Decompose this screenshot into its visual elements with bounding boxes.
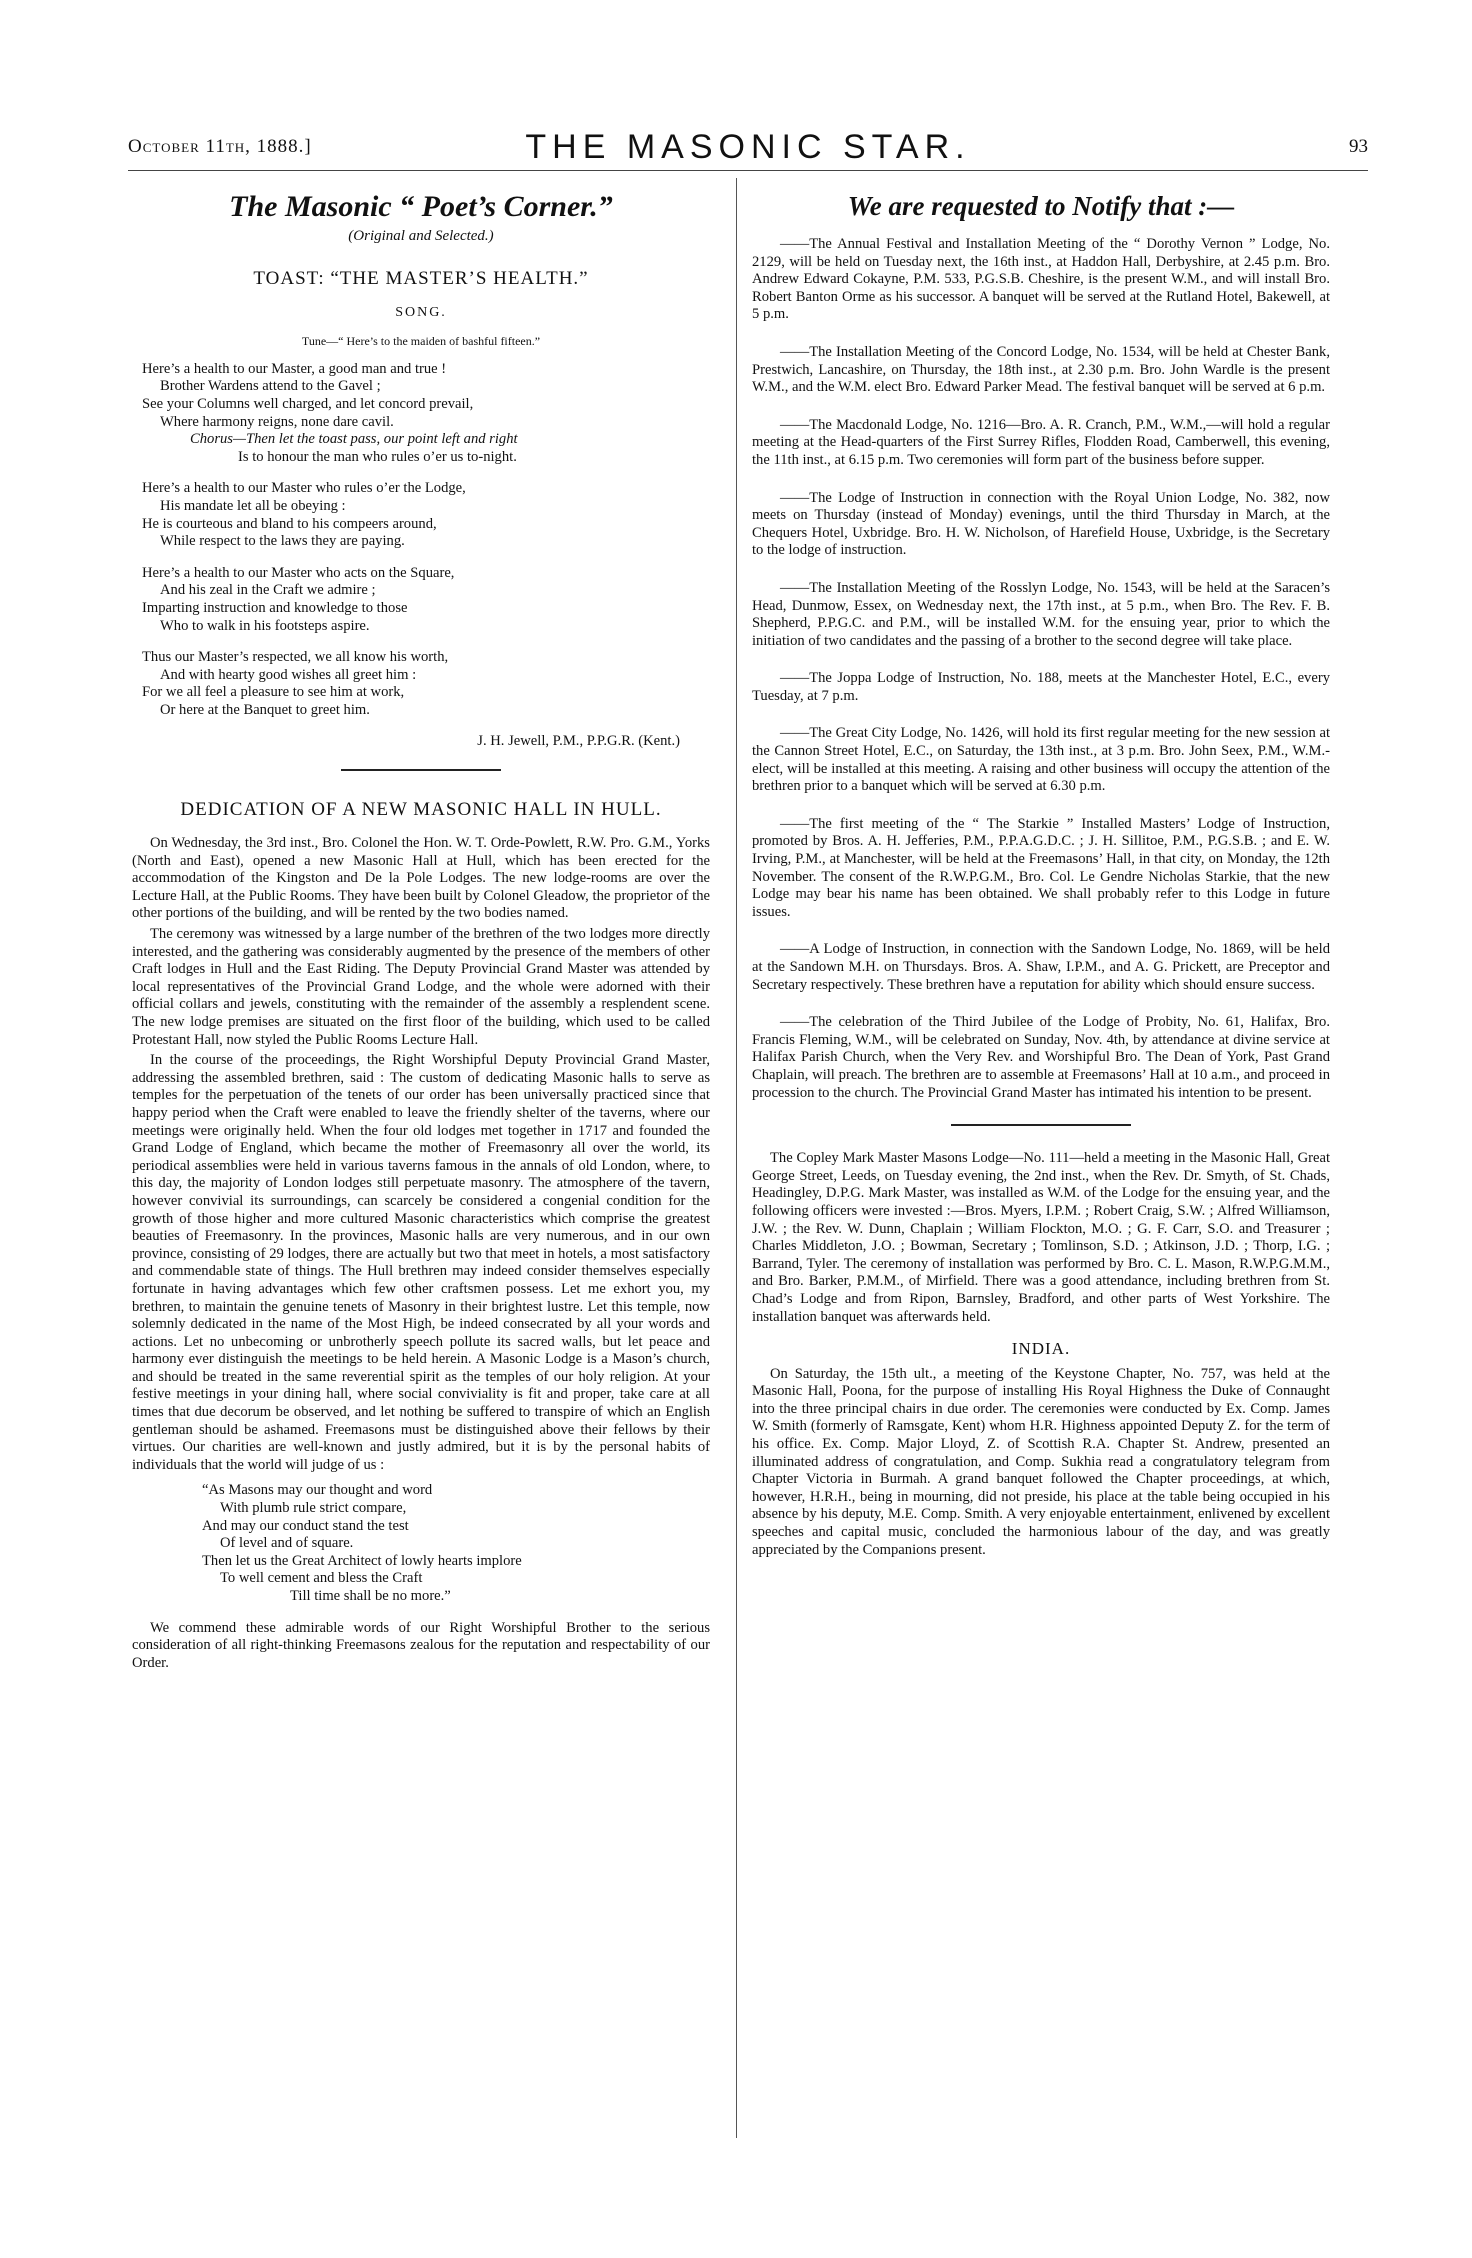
notice-item bbox=[752, 816, 1330, 922]
notice-item bbox=[752, 344, 1330, 397]
notice-item bbox=[752, 236, 1330, 324]
notice-text: ——The Great City Lodge, No. 1426, will hold its first regular meeting for the new session at the Cannon Street Hotel, E.C., on Saturday, the 13th inst., at 3 p.m. Bro. John Seex, P.M., W.M.-elect, will be installed at this meeting. A raising and other business will occupy the attention of the brethren prior to a banquet which will be served at 6.30 p.m. bbox=[752, 725, 1330, 795]
song-stanza bbox=[142, 565, 710, 635]
verse-line: And may our conduct stand the test bbox=[202, 1517, 409, 1534]
chorus-line: Chorus—Then let the toast pass, our point left and right bbox=[190, 431, 518, 448]
verse-line: Here’s a health to our Master who acts on the Square, bbox=[142, 564, 455, 581]
notice-item bbox=[752, 670, 1330, 705]
verse-line: Then let us the Great Architect of lowly hearts implore bbox=[202, 1552, 522, 1569]
verse-line: Imparting instruction and knowledge to those bbox=[142, 599, 408, 616]
notice-item bbox=[752, 1014, 1330, 1102]
notice-text: ——A Lodge of Instruction, in connection with the Sandown Lodge, No. 1869, will be held at the Sandown M.H. on Thursdays. Bros. A. Shaw, I.P.M., and A. G. Prickett, are Preceptor and Secretary respectively. These brethren have a reputation for ability which should ensure success. bbox=[752, 941, 1330, 993]
poem-signature: J. H. Jewell, P.M., P.P.G.R. (Kent.) bbox=[477, 733, 680, 750]
verse-line: Or here at the Banquet to greet him. bbox=[160, 701, 370, 718]
notices-heading: We are requested to Notify that :— bbox=[847, 191, 1235, 221]
verse-line: He is courteous and bland to his compeers around, bbox=[142, 515, 437, 532]
notice-item bbox=[752, 580, 1330, 650]
dedication-heading: DEDICATION OF A NEW MASONIC HALL IN HULL. bbox=[180, 799, 662, 821]
chorus-line: Is to honour the man who rules o’er us to-night. bbox=[238, 448, 517, 465]
notice-text: ——The Annual Festival and Installation Meeting of the “ Dorothy Vernon ” Lodge, No. 2129, will be held on Tuesday next, the 16th inst., at Haddon Hall, Derbyshire, at 2.45 p.m. Bro. Andrew Edward Cokayne, P.M. 533, P.G.S.B. Cheshire, is the present W.M., and will install Bro. Robert Banton Orme as his successor. A banquet will be served at the Rutland Hotel, Bakewell, at 5 p.m. bbox=[752, 236, 1330, 323]
notice-text: ——The Joppa Lodge of Instruction, No. 188, meets at the Manchester Hotel, E.C., every Tuesday, at 7 p.m. bbox=[752, 670, 1330, 704]
publication-title: THE MASONIC STAR. bbox=[525, 128, 971, 166]
verse-line: While respect to the laws they are paying. bbox=[160, 533, 405, 550]
article-paragraph: On Wednesday, the 3rd inst., Bro. Colonel the Hon. W. T. Orde-Powlett, R.W. Pro. G.M., Yorks (North and East), opened a new Masonic Hall at Hull, which has been erected for the accommodation of the Kingston and De la Pole Lodges. The new lodge-rooms are over the Lecture Hall, at the Public Rooms. They have been built by Colonel Gleadow, the proprietor of the other portions of the building, and will be rented by the two bodies named. bbox=[132, 835, 710, 922]
copley-lodge-report: The Copley Mark Master Masons Lodge—No. 111—held a meeting in the Masonic Hall, Great George Street, Leeds, on Tuesday evening, the 2nd inst., when the Rev. Dr. Smyth, of St. Chads, Headingley, D.P.G. Mark Master, was installed as W.M. of the Lodge for the ensuing year, and the following officers were invested :—Bros. Myers, I.P.M. ; Robert Craig, S.W. ; Alfred Williamson, J.W. ; the Rev. W. Dunn, Chaplain ; William Flockton, M.O. ; G. F. Carr, S.O. and Treasurer ; Charles Middleton, J.O. ; Bowman, Secretary ; Tomlinson, S.D. ; Atkinson, J.D. ; Thorp, I.G. ; Barrand, Tyler. The ceremony of installation was performed by Bro. C. L. Mason, R.W.P.G.M.M., and Bro. Barker, P.M.M., of Mirfield. There was a good attendance, including brethren from St. Chad’s Lodge and from Ripon, Barnsley, Bradford, and other parts of West Yorkshire. The installation banquet was afterwards held. bbox=[752, 1150, 1330, 1325]
notice-text: ——The first meeting of the “ The Starkie ” Installed Masters’ Lodge of Instruction, promoted by Bros. A. H. Jefferies, P.M., P.P.A.G.D.C. ; J. H. Sillitoe, P.M., P.G.S.B. ; and E. W. Irving, P.M., at Manchester, will be held at the Freemasons’ Hall, in that city, on Monday, the 12th November. The consent of the R.W.P.G.M., Bro. Col. Le Gendre Nicholas Starkie, that the new Lodge may bear his name has been obtained. We shall probably refer to this Lodge in future issues. bbox=[752, 815, 1330, 920]
notice-item bbox=[752, 490, 1330, 560]
verse-line: Here’s a health to our Master who rules o’er the Lodge, bbox=[142, 480, 466, 497]
page-number: 93 bbox=[1349, 136, 1368, 157]
notice-item bbox=[752, 941, 1330, 994]
article-paragraph: We commend these admirable words of our Right Worshipful Brother to the serious consideration of all right-thinking Freemasons zealous for the reputation and respectability of our Order. bbox=[132, 1619, 710, 1671]
section-rule bbox=[341, 769, 501, 771]
section-rule bbox=[951, 1124, 1131, 1126]
song-stanza bbox=[142, 480, 710, 550]
quoted-verse bbox=[202, 1482, 710, 1605]
notice-item bbox=[752, 725, 1330, 795]
masthead bbox=[128, 128, 1368, 164]
verse-line: For we all feel a pleasure to see him at work, bbox=[142, 684, 405, 701]
india-report: On Saturday, the 15th ult., a meeting of the Keystone Chapter, No. 757, was held at the Masonic Hall, Poona, for the purpose of installing His Royal Highness the Duke of Connaught into the three principal chairs in due order. The ceremonies were conducted by Ex. Comp. James W. Smith (formerly of Ramsgate, Kent) whom H.R. Highness appointed Deputy Z. for the term of his office. Ex. Comp. Major Lloyd, Z. of Scottish R.A. Chapter St. Andrew, presented an illuminated address of congratulation, and Comp. Sukhia read a congratulatory telegram from Chapter Victoria in Burmah. A grand banquet followed the Chapter proceedings, at which, however, H.R.H., being in mourning, did not preside, his place at the table being occupied in his absence by his deputy, M.E. Comp. Smith. A very enjoyable entertainment, enlivened by excellent speeches and capital music, concluded the harmonious labour of the day, and was greatly appreciated by the Companions present. bbox=[752, 1365, 1330, 1558]
song-stanza bbox=[142, 649, 710, 719]
verse-line: Brother Wardens attend to the Gavel ; bbox=[160, 378, 381, 395]
verse-line: With plumb rule strict compare, bbox=[220, 1500, 407, 1517]
verse-line: “As Masons may our thought and word bbox=[202, 1482, 433, 1499]
verse-line: Till time shall be no more.” bbox=[290, 1588, 451, 1604]
poets-corner-title: The Masonic “ Poet’s Corner.” bbox=[229, 190, 613, 223]
song-label: SONG. bbox=[395, 304, 447, 320]
notice-text: ——The Lodge of Instruction in connection with the Royal Union Lodge, No. 382, now meets on Thursday (instead of Monday) evenings, until the third Thursday in March, at the Chequers Hotel, Uxbridge. Bro. H. W. Nicholson, of Harefield House, Uxbridge, is the Secretary to the lodge of instruction. bbox=[752, 489, 1330, 559]
poets-corner-subtitle: (Original and Selected.) bbox=[348, 228, 494, 244]
notice-text: ——The Macdonald Lodge, No. 1216—Bro. A. R. Cranch, P.M., W.M.,—will hold a regular meeting at the Head-quarters of the First Surrey Rifles, Flodden Road, Camberwell, this evening, the 11th inst., at 6.15 p.m. Two ceremonies will form part of the business before supper. bbox=[752, 416, 1330, 468]
column-divider bbox=[736, 178, 737, 2138]
tune-line: Tune—“ Here’s to the maiden of bashful fifteen.” bbox=[301, 334, 541, 349]
song-stanza bbox=[142, 361, 710, 467]
verse-line: Here’s a health to our Master, a good man and true ! bbox=[142, 360, 447, 377]
toast-heading: TOAST: “THE MASTER’S HEALTH.” bbox=[253, 267, 589, 289]
verse-line: Who to walk in his footsteps aspire. bbox=[160, 617, 370, 634]
verse-line: And his zeal in the Craft we admire ; bbox=[160, 582, 376, 599]
verse-line: And with hearty good wishes all greet him : bbox=[160, 666, 417, 683]
article-paragraph: The ceremony was witnessed by a large number of the brethren of the two lodges more directly interested, and the gathering was considerably augmented by the presence of the members of other Craft lodges in Hull and the East Riding. The Deputy Provincial Grand Master was attended by local representatives of the Provincial Grand Lodge, and the whole were adorned with their official collars and jewels, constituting with the remainder of the assembly a resplendent scene. The new lodge premises are situated on the first floor of the building, which used to be called Protestant Hall, now styled the Public Rooms Lecture Hall. bbox=[132, 926, 710, 1048]
right-column bbox=[752, 186, 1330, 1562]
verse-line: See your Columns well charged, and let concord prevail, bbox=[142, 395, 474, 412]
verse-line: Thus our Master’s respected, we all know his worth, bbox=[142, 649, 449, 666]
notice-text: ——The celebration of the Third Jubilee of the Lodge of Probity, No. 61, Halifax, Bro. Francis Fleming, W.M., will be celebrated on Sunday, Nov. 4th, by attendance at divine service at Halifax Parish Church, when the Very Rev. and Worshipful Bro. The Dean of York, Past Grand Chaplain, will preach. The brethren are to assemble at Freemasons’ Hall at 10 a.m., and proceed in procession to the church. The Provincial Grand Master has intimated his intention to be present. bbox=[752, 1014, 1330, 1101]
left-column bbox=[132, 186, 710, 1675]
verse-line: His mandate let all be obeying : bbox=[160, 497, 346, 514]
notice-text: ——The Installation Meeting of the Concord Lodge, No. 1534, will be held at Chester Bank, Prestwich, Lancashire, on Thursday, the 18th inst., at 2.30 p.m. Bro. John Wardle is the present W.M., and the W.M. elect Bro. Edward Parker Mead. The festival banquet will be served at 6 p.m. bbox=[752, 343, 1330, 396]
masthead-rule bbox=[128, 170, 1368, 171]
verse-line: Of level and of square. bbox=[220, 1535, 354, 1552]
verse-line: To well cement and bless the Craft bbox=[220, 1570, 423, 1587]
verse-line: Where harmony reigns, none dare cavil. bbox=[160, 413, 394, 430]
notice-item bbox=[752, 417, 1330, 470]
issue-date: October 11th, 1888.] bbox=[128, 136, 312, 157]
notice-text: ——The Installation Meeting of the Rosslyn Lodge, No. 1543, will be held at the Saracen’s Head, Dunmow, Essex, on Wednesday next, the 17th inst., at 5 p.m., when Bro. The Rev. F. B. Shepherd, P.P.G.C. and P.M., will be installed W.M. for the ensuing year, prior to which the initiation of two candidates and the passing of a brother to the second degree will take place. bbox=[752, 579, 1330, 649]
article-paragraph: In the course of the proceedings, the Right Worshipful Deputy Provincial Grand Master, addressing the assembled brethren, said : The custom of dedicating Masonic halls to serve as temples for the perpetuation of the tenets of our order has been universally practiced since that happy period when the Craft were enabled to leave the friendly shelter of the taverns, where our meetings were originally held. When the four old lodges met together in 1717 and founded the Grand Lodge of England, which became the mother of Freemasonry all over the world, its periodical assemblies were held in various taverns famous in the annals of old London, where, to this day, the majority of London lodges still perpetuate masonry. The atmosphere of the tavern, however convivial its surroundings, can scarcely be considered a congenial condition for the growth of those higher and more cultured Masonic characteristics which comprise the greatest beauties of Freemasonry. In the provinces, Masonic halls are very numerous, and in our own province, consisting of 29 lodges, there are actually but two that meet in hotels, a most satisfactory and commendable state of things. The Hull brethren may indeed consider themselves especially fortunate in having advantages which few other craftsmen possess. Let me exhort you, my brethren, to maintain the genuine tenets of Masonry in their brightest lustre. Let this temple, now solemnly dedicated in the name of the Most High, be indeed consecrated by all your words and actions. Let no unbecoming or unbrotherly speech pollute its sacred walls, but let peace and harmony ever distinguish the meetings to be held herein. A Masonic Lodge is a Mason’s church, and should be treated in the same reverential spirit as the temples of our holy religion. At your festive meetings in your dining hall, where social conviviality is fit and proper, take care at all times that due decorum be observed, and let nothing be suffered to transpire of which an English gentleman should be ashamed. Freemasons must be distinguished above their fellows by their virtues. Our charities are well-known and justly admired, but it is by the personal habits of individuals that the world will judge of us : bbox=[132, 1052, 710, 1473]
india-heading: INDIA. bbox=[1011, 1339, 1071, 1359]
